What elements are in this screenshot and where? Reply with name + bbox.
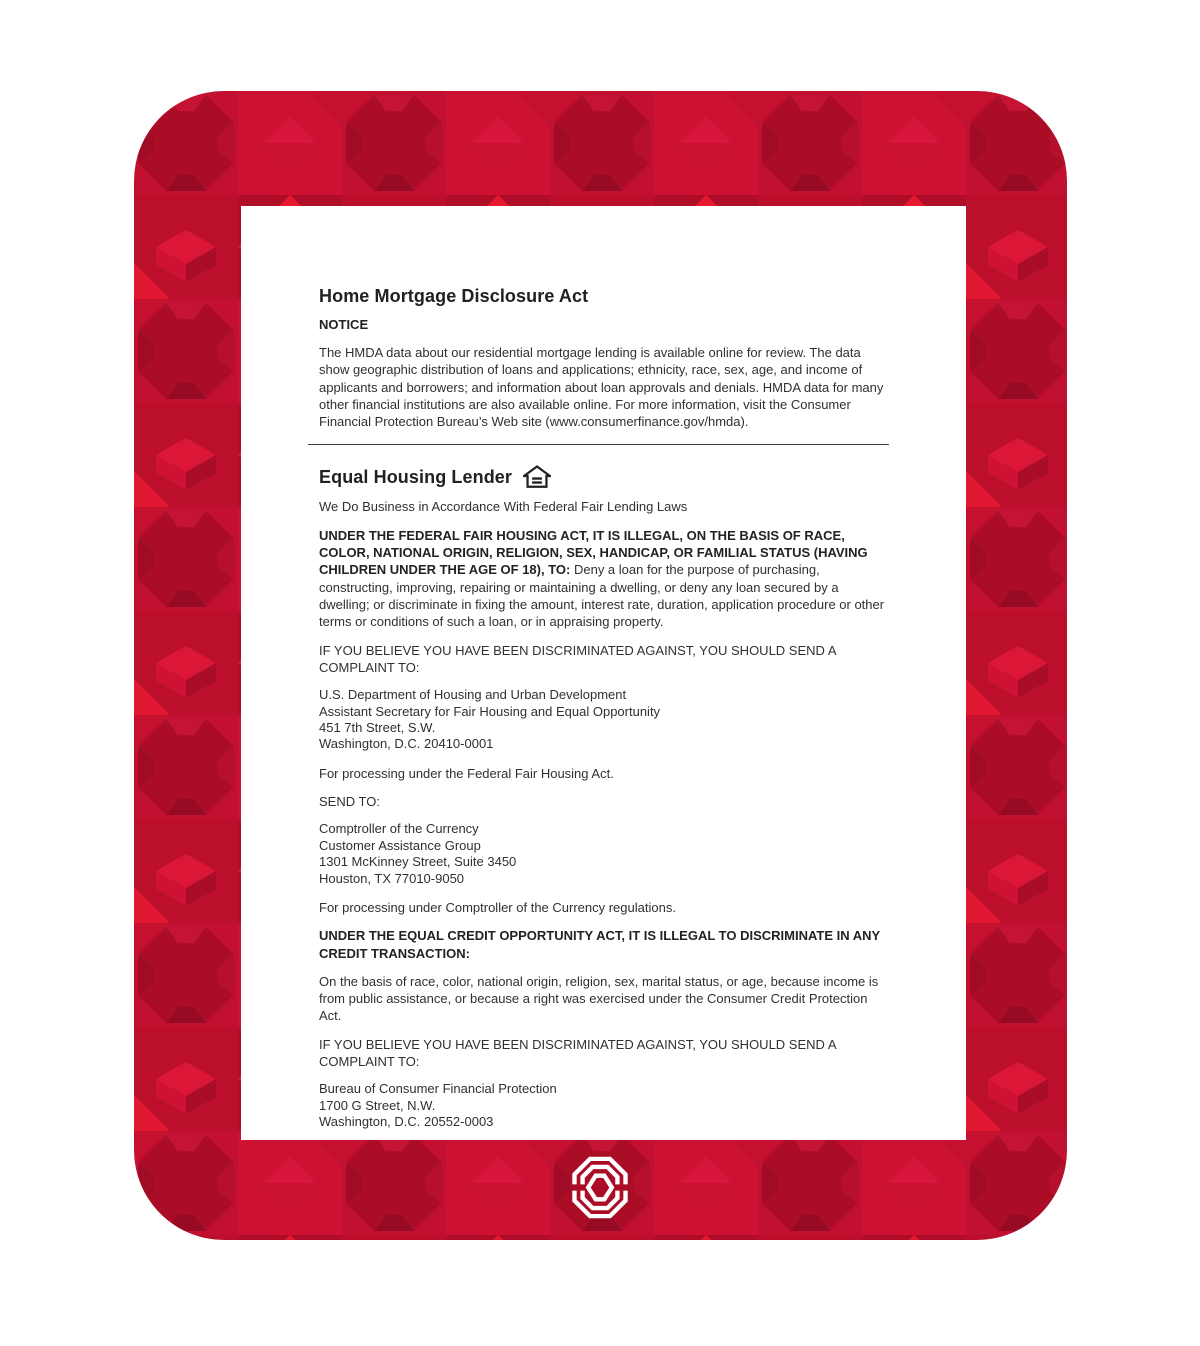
hmda-paragraph: The HMDA data about our residential mortgage lending is available online for review. The data show geographic distribution of loans and applications; ethnicity, race, sex, age, and income of applicants and borrowers; and information about loan approvals and denials. HMDA data for many other financial institutions are also available online. For more information, visit the Consumer Financial Protection Bureau’s Web site (www.consumerfinance.gov/hmda). [319, 345, 884, 430]
complaint-instruction-2: IF YOU BELIEVE YOU HAVE BEEN DISCRIMINATED AGAINST, YOU SHOULD SEND A COMPLAINT TO: [319, 1036, 836, 1070]
notice-label: NOTICE [319, 317, 369, 332]
occ-address [319, 821, 889, 887]
address-line: Washington, D.C. 20410-0001 [319, 736, 494, 752]
address-line: Assistant Secretary for Fair Housing and Equal Opportunity [319, 703, 661, 719]
address-line: 451 7th Street, S.W. [319, 719, 436, 735]
equal-housing-heading-row [319, 464, 889, 489]
address-line: Houston, TX 77010-9050 [319, 870, 465, 886]
processing-fha-note: For processing under the Federal Fair Housing Act. [319, 765, 614, 781]
ecoa-heading: UNDER THE EQUAL CREDIT OPPORTUNITY ACT, IT IS ILLEGAL TO DISCRIMINATE IN ANY CREDIT TRANSACTION: [319, 928, 880, 961]
section-divider [308, 444, 889, 445]
fha-body-text: Deny a loan for the purpose of purchasing, constructing, improving, repairing or maintaining a dwelling, or deny any loan secured by a dwelling; or discriminate in fixing the amount, interest rate, duration, application procedure or other terms or conditions of such a loan, or in appraising property. [319, 562, 885, 630]
fair-lending-tagline: We Do Business in Accordance With Federal Fair Lending Laws [319, 499, 688, 515]
hud-address [319, 687, 889, 753]
address-line: Comptroller of the Currency [319, 821, 479, 837]
processing-occ-note: For processing under Comptroller of the Currency regulations. [319, 900, 676, 915]
disclosure-card [241, 206, 966, 1140]
send-to-label: SEND TO: [319, 794, 380, 810]
address-line: 1700 G Street, N.W. [319, 1097, 436, 1113]
address-line: Washington, D.C. 20552-0003 [319, 1114, 494, 1130]
section-title-equal-housing: Equal Housing Lender [319, 466, 513, 487]
page-title: Home Mortgage Disclosure Act [319, 286, 589, 306]
address-line: 1301 McKinney Street, Suite 3450 [319, 854, 517, 870]
address-line: U.S. Department of Housing and Urban Development [319, 687, 627, 703]
ecoa-paragraph: On the basis of race, color, national origin, religion, sex, marital status, or age, because income is from public assistance, or because a right was exercised under the Consumer Credit Protection Act. [319, 973, 879, 1024]
brand-poster [134, 91, 1067, 1240]
equal-housing-icon [523, 465, 551, 489]
address-line: Customer Assistance Group [319, 837, 481, 853]
address-line: Bureau of Consumer Financial Protection [319, 1081, 557, 1097]
fha-bold-lead: UNDER THE FEDERAL FAIR HOUSING ACT, IT IS ILLEGAL, ON THE BASIS OF RACE, COLOR, NATIONAL ORIGIN, RELIGION, SEX, HANDICAP, OR FAMILIAL STATUS (HAVING CHILDREN UNDER THE AGE OF 18), TO: [319, 527, 868, 578]
cfpb-address [319, 1081, 889, 1130]
fha-paragraph [319, 527, 889, 631]
complaint-instruction-1: IF YOU BELIEVE YOU HAVE BEEN DISCRIMINATED AGAINST, YOU SHOULD SEND A COMPLAINT TO: [319, 642, 836, 675]
bank-octagon-logo [572, 1156, 628, 1219]
